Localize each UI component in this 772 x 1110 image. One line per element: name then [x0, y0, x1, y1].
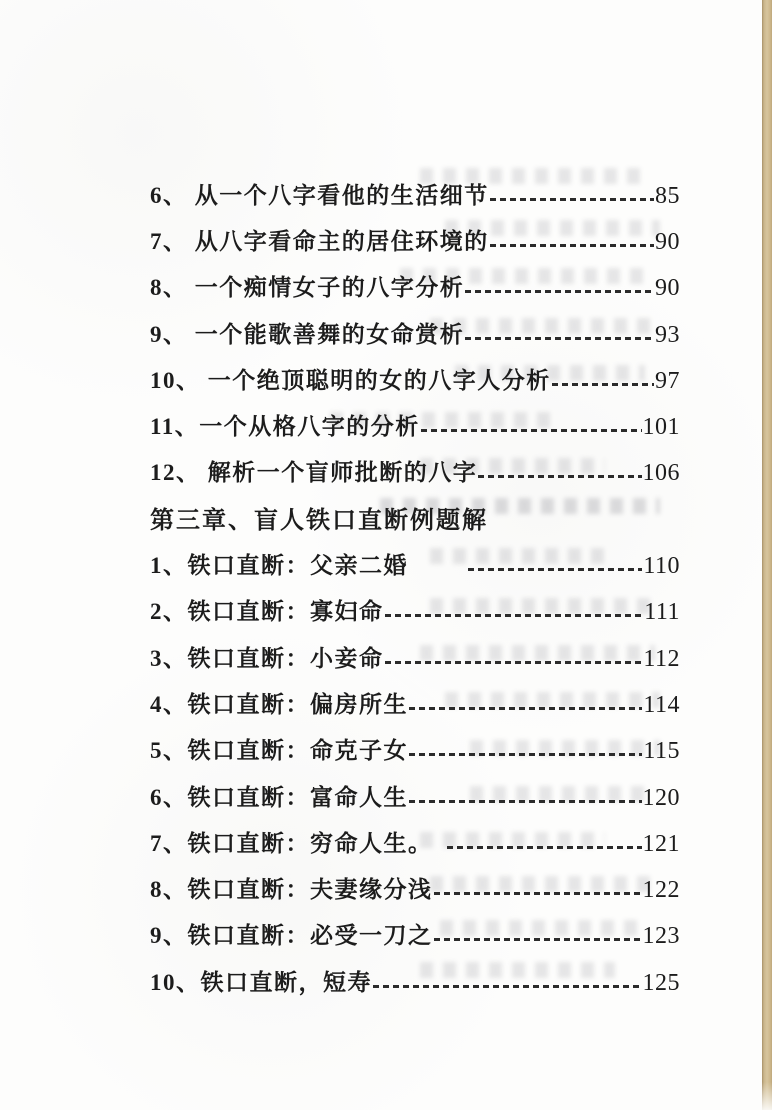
toc-entry-label: 9、 一个能歌善舞的女命赏析 [150, 321, 465, 347]
toc-entry [150, 216, 680, 262]
toc-entry-page-number: 85 [655, 182, 680, 209]
toc-entry [150, 726, 680, 772]
toc-entry-page-number: 112 [643, 645, 680, 672]
toc-entry [150, 679, 680, 725]
scan-page-edge [762, 0, 772, 1110]
dash-leader [478, 475, 641, 478]
dash-leader [465, 337, 654, 340]
dash-leader [465, 290, 654, 293]
toc-entry-page-number: 110 [643, 553, 680, 580]
scan-page-edge-fade [762, 1082, 772, 1110]
dash-leader [468, 568, 642, 571]
dash-leader [447, 846, 642, 849]
toc-entry-label: 1、铁口直断：父亲二婚 [150, 553, 408, 579]
toc-entry [150, 772, 680, 818]
toc-entry-page-number: 115 [643, 738, 680, 765]
dash-leader [421, 429, 642, 432]
dash-leader [409, 753, 642, 756]
dash-leader [490, 244, 654, 247]
dash-leader [552, 383, 654, 386]
toc-entry-page-number: 90 [655, 228, 680, 255]
toc-entry-label: 6、 从一个八字看他的生活细节 [150, 182, 489, 208]
dash-leader [409, 707, 642, 710]
toc-entry-page-number: 121 [642, 830, 680, 857]
toc-entry [150, 401, 680, 447]
toc-entry [150, 864, 680, 910]
toc-entry-label: 2、铁口直断：寡妇命 [150, 599, 384, 625]
toc-entry-page-number: 93 [655, 321, 680, 348]
toc-entry-label: 3、铁口直断：小妾命 [150, 645, 384, 671]
dash-leader [385, 614, 644, 617]
toc-entry [150, 540, 680, 586]
toc-entry [150, 448, 680, 494]
toc-entry-label: 11、一个从格八字的分析 [150, 414, 420, 440]
toc-entry-label: 7、 从八字看命主的居住环境的 [150, 228, 489, 254]
toc-entry [150, 309, 680, 355]
toc-entry-page-number: 114 [643, 691, 680, 718]
toc-entry [150, 170, 680, 216]
toc-entry-page-number: 125 [642, 969, 680, 996]
toc-entry-label: 5、铁口直断：命克子女 [150, 738, 408, 764]
toc-entry-page-number: 120 [642, 784, 680, 811]
toc-entry [150, 263, 680, 309]
toc-entry-label: 8、铁口直断：夫妻缘分浅 [150, 877, 433, 903]
toc-entry-label: 6、铁口直断：富命人生 [150, 784, 408, 810]
toc-entry-page-number: 101 [642, 414, 680, 441]
toc-entry-label: 10、铁口直断，短寿 [150, 969, 372, 995]
toc-entry-page-number: 97 [655, 367, 680, 394]
dash-leader [434, 938, 642, 941]
toc-entry-page-number: 90 [655, 275, 680, 302]
dash-leader [490, 198, 654, 201]
toc-entry [150, 587, 680, 633]
toc-entry [150, 355, 680, 401]
toc-entry [150, 911, 680, 957]
toc-entry-label: 4、铁口直断：偏房所生 [150, 691, 408, 717]
dash-leader [409, 800, 642, 803]
chapter-heading-label: 第三章、盲人铁口直断例题解 [150, 507, 488, 534]
toc-entry-label: 8、 一个痴情女子的八字分析 [150, 275, 465, 301]
dash-leader [434, 892, 642, 895]
toc-entry-label: 9、铁口直断：必受一刀之 [150, 923, 433, 949]
toc-entry-label: 12、 解析一个盲师批断的八字 [150, 460, 478, 486]
toc-entry-label: 10、 一个绝顶聪明的女的八字人分析 [150, 367, 551, 393]
dash-leader [373, 985, 642, 988]
toc-entry-page-number: 123 [642, 923, 680, 950]
chapter-heading [150, 494, 680, 540]
table-of-contents [150, 170, 680, 1003]
toc-entry-page-number: 111 [644, 599, 680, 626]
dash-leader [385, 661, 643, 664]
toc-entry [150, 957, 680, 1003]
toc-entry-page-number: 122 [642, 877, 680, 904]
toc-entry-page-number: 106 [642, 460, 680, 487]
toc-entry [150, 818, 680, 864]
toc-entry [150, 633, 680, 679]
toc-entry-label: 7、铁口直断：穷命人生。 [150, 830, 433, 856]
